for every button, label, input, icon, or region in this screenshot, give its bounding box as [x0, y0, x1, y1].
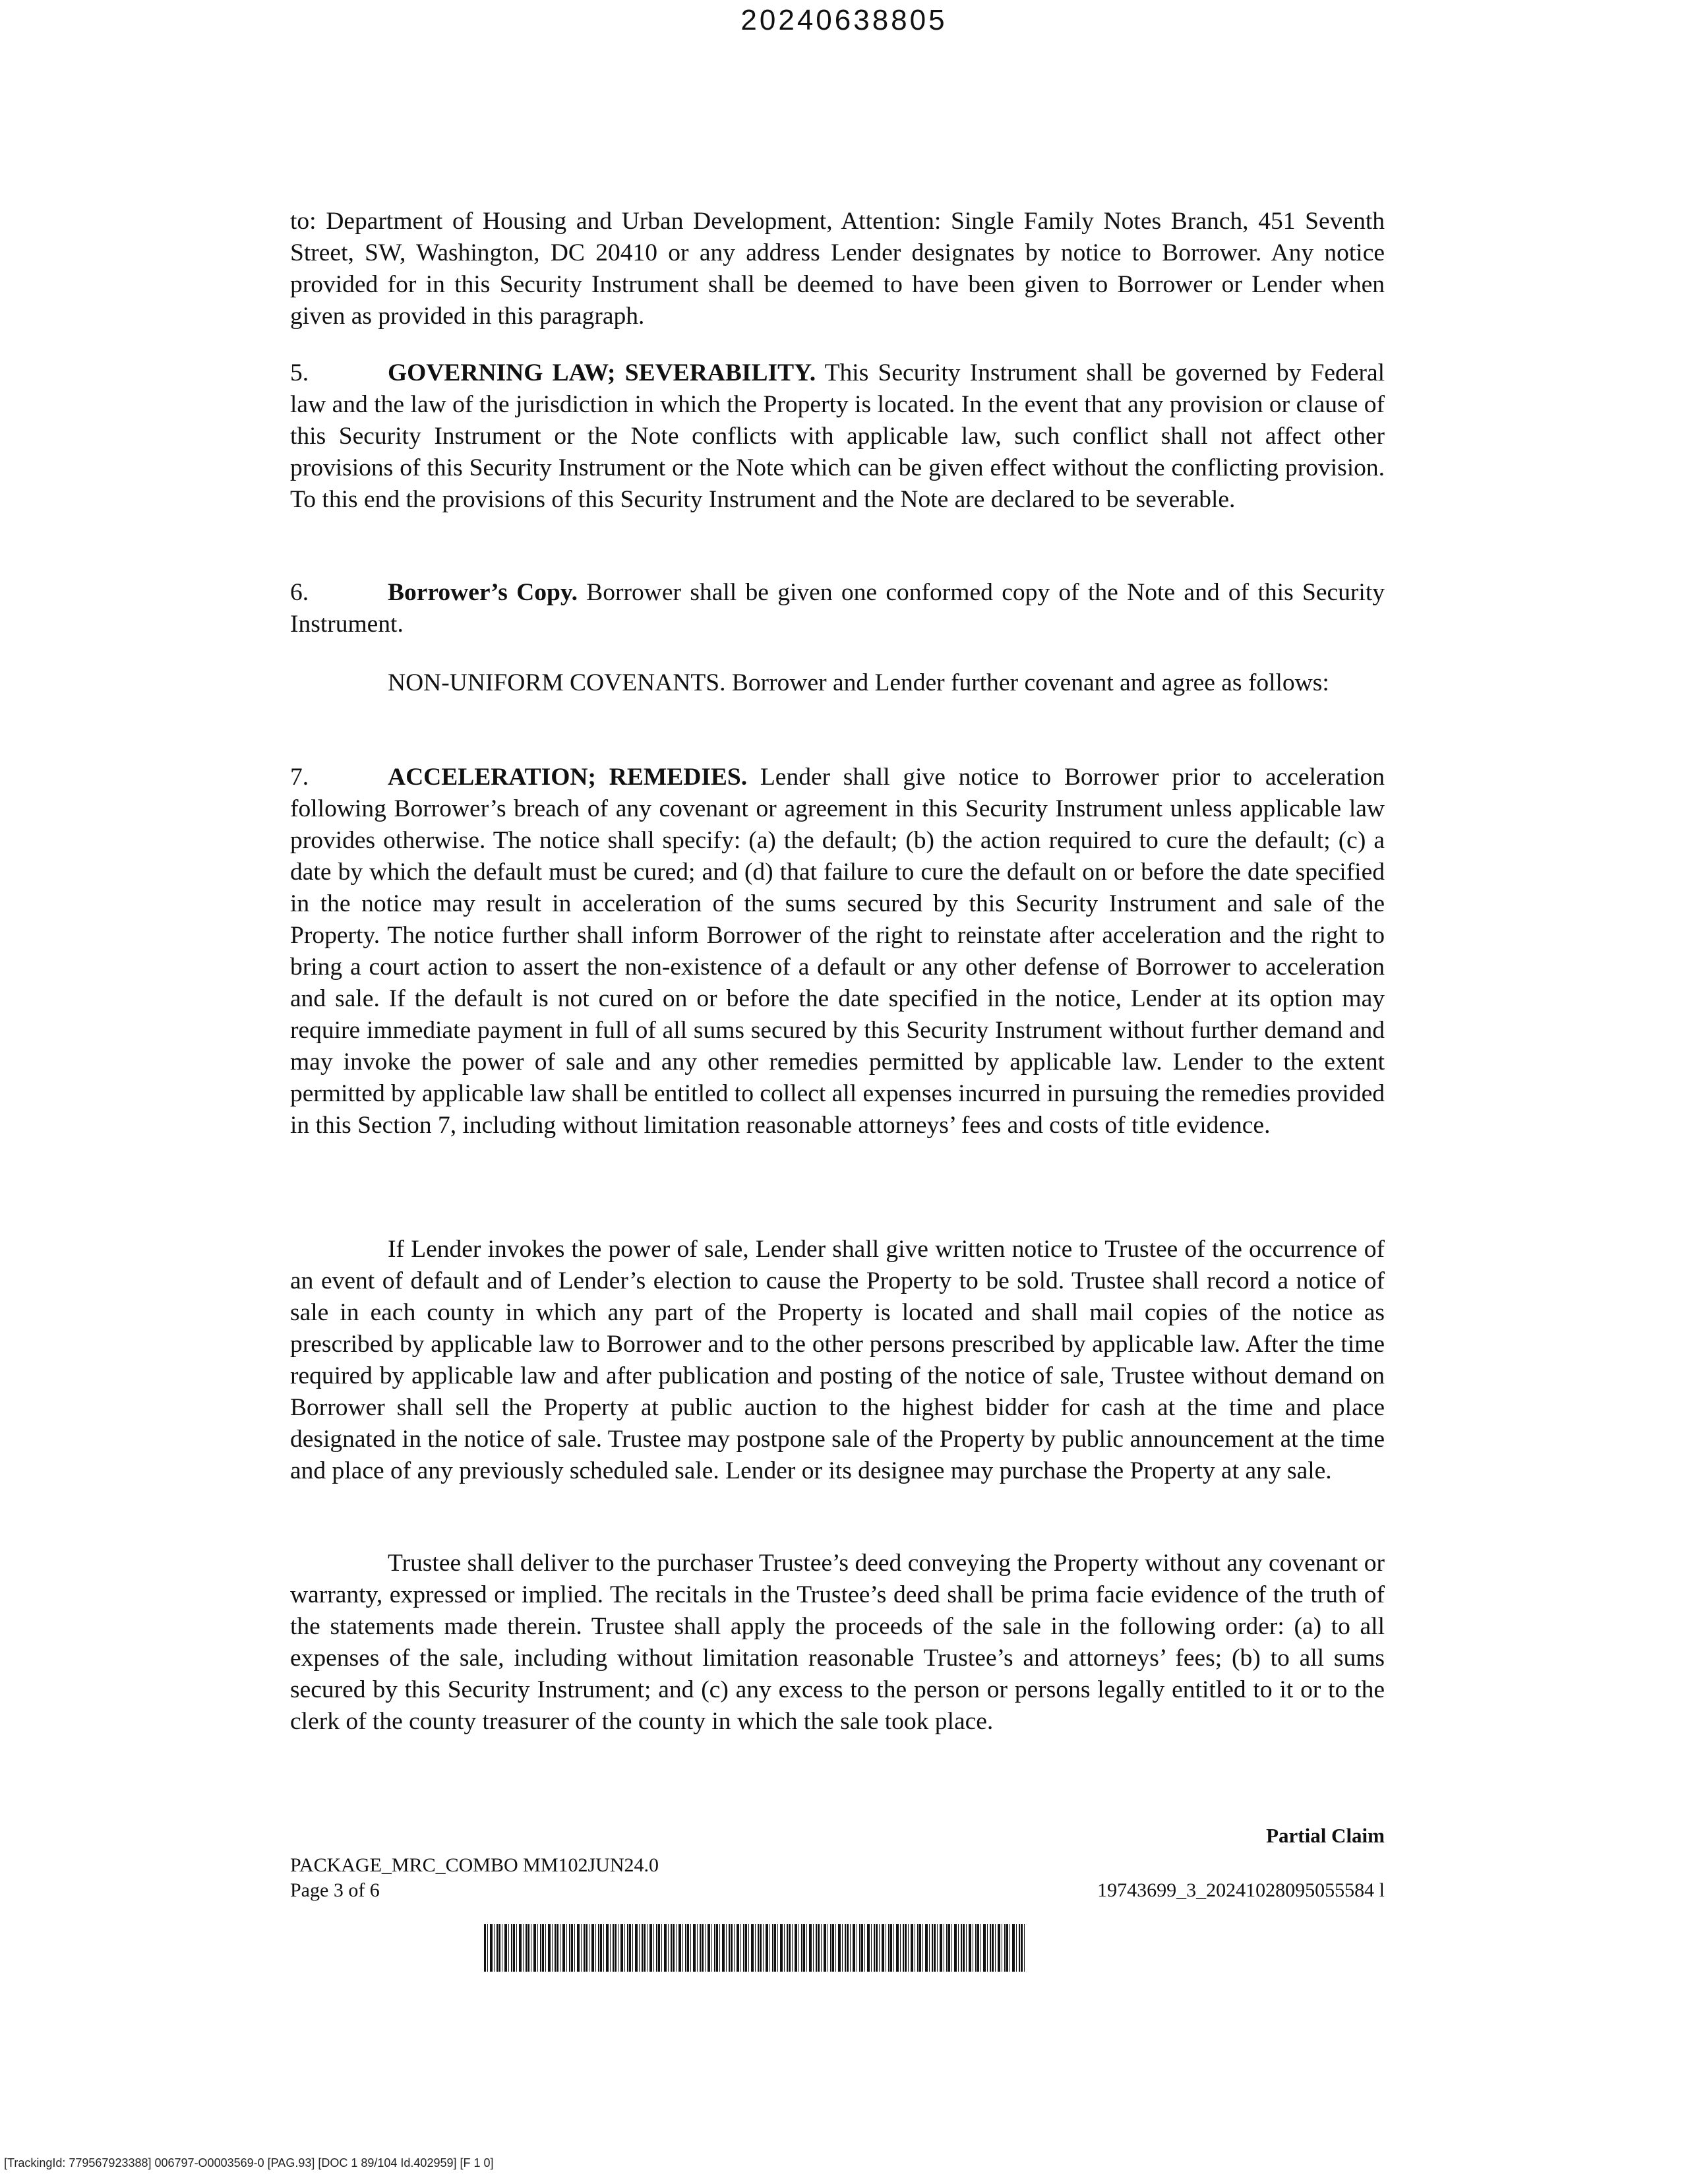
section-heading: GOVERNING LAW; SEVERABILITY.	[388, 359, 816, 386]
section-heading: ACCELERATION; REMEDIES.	[388, 764, 748, 791]
section-7-acceleration-remedies	[290, 762, 1385, 1141]
package-id: PACKAGE_MRC_COMBO MM102JUN24.0	[290, 1854, 659, 1876]
loan-id: 19743699_3_20241028095055584 l	[1097, 1879, 1385, 1901]
section-number: 6.	[290, 579, 309, 606]
notice-continuation-paragraph: to: Department of Housing and Urban Development, Attention: Single Family Notes Branch, 451 Seventh Street, SW, Washington, DC 20410 or any address Lender designates by notice to Borrower. Any notice provided for in this Security Instrument shall be deemed to have been given to Borrower or Lender when given as provided in this paragraph.	[290, 208, 1385, 330]
section-text: Borrower shall be given one conformed copy of the Note and of this Security Instrument.	[290, 579, 1385, 638]
section-6-borrowers-copy	[290, 577, 1385, 640]
trustee-deed-paragraph: Trustee shall deliver to the purchaser Trustee’s deed conveying the Property without any covenant or warranty, expressed or implied. The recitals in the Trustee’s deed shall be prima facie evidence of the truth of the statements made therein. Trustee shall apply the proceeds of the sale in the following order: (a) to all expenses of the sale, including without limitation reasonable Trustee’s and attorneys’ fees; (b) to all sums secured by this Security Instrument; and (c) any excess to the person or persons legally entitled to it or to the clerk of the county treasurer of the county in which the sale took place.	[290, 1550, 1385, 1735]
recording-number: 20240638805	[740, 4, 948, 36]
section-number: 7.	[290, 764, 309, 791]
section-5-governing-law	[290, 357, 1385, 516]
section-number: 5.	[290, 359, 309, 386]
section-text: Lender shall give notice to Borrower prior to acceleration following Borrower’s breach of any covenant or agreement in this Security Instrument unless applicable law provides otherwise. The notice shall specify: (a) the default; (b) the action required to cure the default; (c) a date by which the default must be cured; and (d) that failure to cure the default on or before the date specified in the notice may result in acceleration of the sums secured by this Security Instrument and sale of the Property. The notice further shall inform Borrower of the right to reinstate after acceleration and the right to bring a court action to assert the non-existence of a default or any other defense of Borrower to acceleration and sale. If the default is not cured on or before the date specified in the notice, Lender at its option may require immediate payment in full of all sums secured by this Security Instrument without further demand and may invoke the power of sale and any other remedies permitted by applicable law. Lender to the extent permitted by applicable law shall be entitled to collect all expenses incurred in pursuing the remedies provided in this Section 7, including without limitation reasonable attorneys’ fees and costs of title evidence.	[290, 764, 1385, 1139]
section-text: This Security Instrument shall be governed by Federal law and the law of the jurisdiction in which the Property is located. In the event that any provision or clause of this Security Instrument or the Note conflicts with applicable law, such conflict shall not affect other provisions of this Security Instrument or the Note which can be given effect without the conflicting provision. To this end the provisions of this Security Instrument and the Note are declared to be severable.	[290, 359, 1385, 513]
power-of-sale-paragraph: If Lender invokes the power of sale, Lender shall give written notice to Trustee of the occurrence of an event of default and of Lender’s election to cause the Property to be sold. Trustee shall record a notice of sale in each county in which any part of the Property is located and shall mail copies of the notice as prescribed by applicable law to Borrower and to the other persons prescribed by applicable law. After the time required by applicable law and after publication and posting of the notice of sale, Trustee without demand on Borrower shall sell the Property at public auction to the highest bidder for cash at the time and place designated in the notice of sale. Trustee may postpone sale of the Property by public announcement at the time and place of any previously scheduled sale. Lender or its designee may purchase the Property at any sale.	[290, 1236, 1385, 1484]
barcode-image	[484, 1924, 1025, 1972]
section-heading: Borrower’s Copy.	[388, 579, 578, 606]
tracking-line: [TrackingId: 779567923388] 006797-O0003569-0 [PAG.93] [DOC 1 89/104 Id.402959] [F 1 0]	[4, 2156, 494, 2169]
non-uniform-covenants-paragraph: NON-UNIFORM COVENANTS. Borrower and Lender further covenant and agree as follows:	[388, 669, 1329, 696]
form-title: Partial Claim	[1266, 1824, 1385, 1847]
page-number: Page 3 of 6	[290, 1879, 380, 1901]
